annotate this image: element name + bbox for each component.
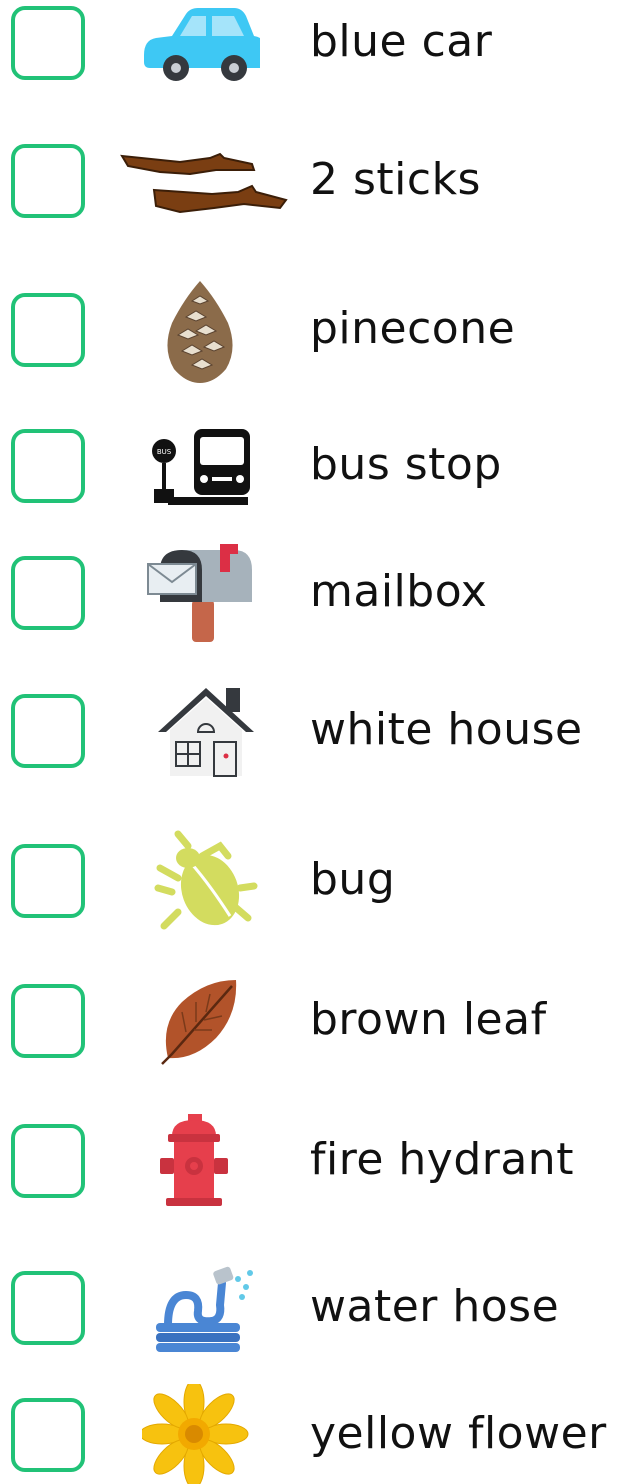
checkbox[interactable] <box>11 1398 85 1472</box>
checkbox[interactable] <box>11 429 85 503</box>
checkbox[interactable] <box>11 1271 85 1345</box>
water-hose-icon <box>142 1265 260 1355</box>
list-item-blue-car <box>0 0 621 90</box>
checkbox[interactable] <box>11 984 85 1058</box>
bug-icon <box>142 828 260 938</box>
flower-icon <box>142 1384 260 1484</box>
pinecone-icon <box>142 277 260 387</box>
item-label: bug <box>310 854 396 905</box>
list-item-bus-stop <box>0 423 621 513</box>
item-label: white house <box>310 704 583 755</box>
item-label: bus stop <box>310 439 502 490</box>
list-item-water-hose <box>0 1265 621 1355</box>
sticks-icon <box>120 138 290 228</box>
item-label: fire hydrant <box>310 1134 574 1185</box>
item-label: brown leaf <box>310 994 547 1045</box>
checkbox[interactable] <box>11 144 85 218</box>
item-label: yellow flower <box>310 1408 607 1459</box>
list-item-bug <box>0 838 621 928</box>
fire-hydrant-icon <box>142 1110 260 1214</box>
checkbox[interactable] <box>11 293 85 367</box>
list-item-white-house <box>0 688 621 778</box>
checkbox[interactable] <box>11 694 85 768</box>
svg-text:BUS: BUS <box>156 448 172 456</box>
checkbox[interactable] <box>11 1124 85 1198</box>
list-item-2-sticks <box>0 138 621 228</box>
leaf-icon <box>142 974 260 1070</box>
list-item-yellow-flower <box>0 1392 621 1482</box>
item-label: water hose <box>310 1281 560 1332</box>
item-label: pinecone <box>310 303 516 354</box>
bus-stop-icon <box>142 423 260 513</box>
list-item-fire-hydrant <box>0 1118 621 1208</box>
list-item-mailbox <box>0 550 621 640</box>
house-icon <box>142 680 260 780</box>
list-item-pinecone <box>0 287 621 377</box>
item-label: mailbox <box>310 566 488 617</box>
checkbox[interactable] <box>11 6 85 80</box>
item-label: 2 sticks <box>310 154 481 205</box>
checkbox[interactable] <box>11 556 85 630</box>
blue-car-icon <box>142 0 260 90</box>
item-label: blue car <box>310 16 493 67</box>
list-item-brown-leaf <box>0 978 621 1068</box>
checkbox[interactable] <box>11 844 85 918</box>
mailbox-icon <box>142 540 260 645</box>
